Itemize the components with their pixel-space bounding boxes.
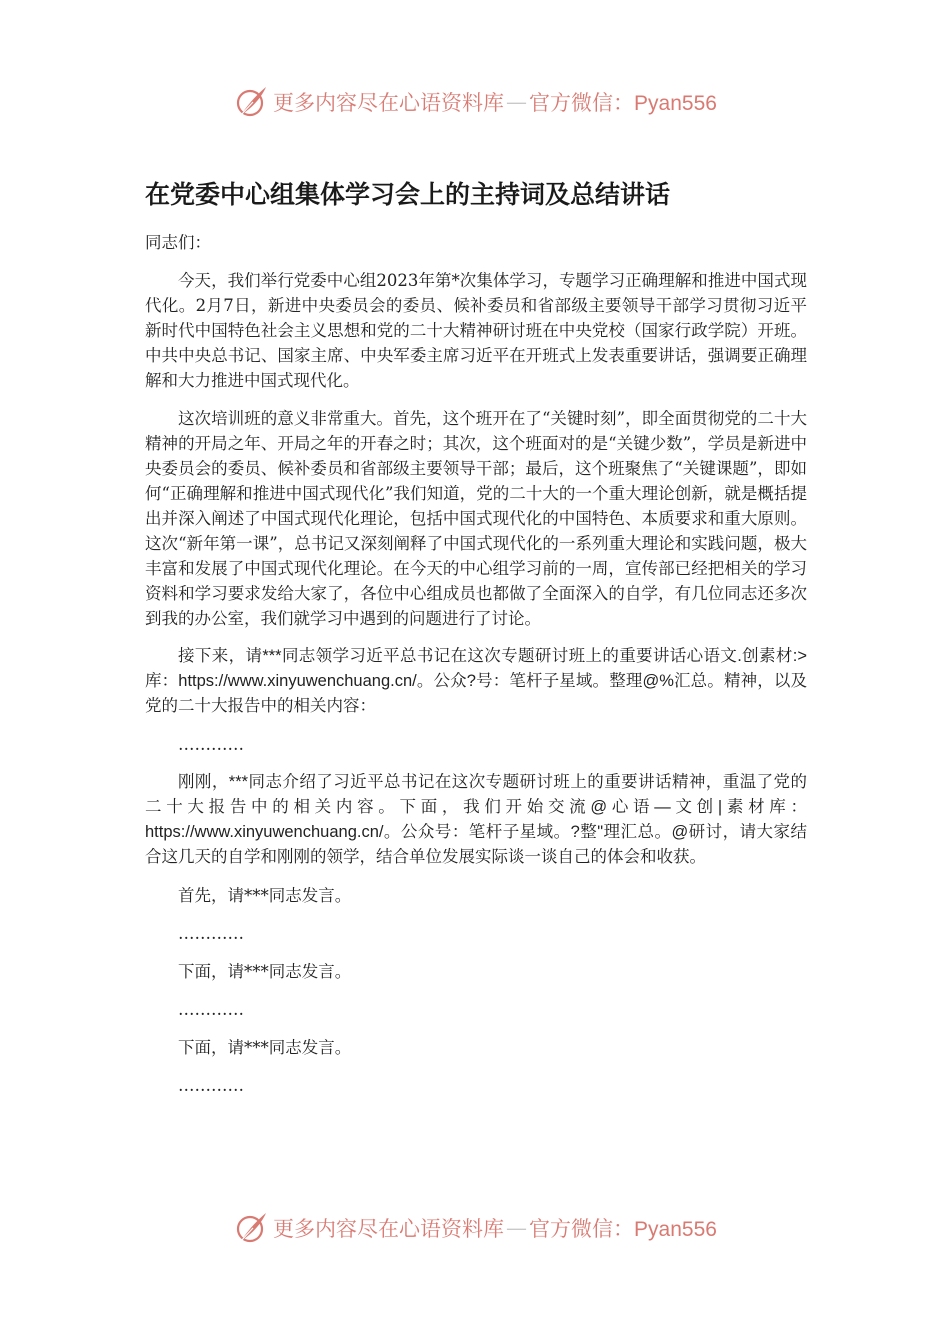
banner-separator: — [506,90,528,114]
paragraph-significance: 这次培训班的意义非常重大。首先，这个班开在了“关键时刻”，即全面贯彻党的二十大精神的开局之年、开局之年的开春之时；其次，这个班面对的是“关键少数”，学员是新进中央委员会的委员、候补委员和省部级主要领导干部；最后，这个班聚焦了“关键课题”，即如何“正确理解和推进中国式现代化”我们知道，党的二十大的一个重大理论创新，就是概括提出并深入阐述了中国式现代化理论，包括中国式现代化的中国特色、本质要求和重大原则。这次“新年第一课”，总书记又深刻阐释了中国式现代化的一系列重大理论和实践问题，极大丰富和发展了中国式现代化理论。在今天的中心组学习前的一周，宣传部已经把相关的学习资料和学习要求发给大家了，各位中心组成员也都做了全面深入的自学，有几位同志还多次到我的办公室，我们就学习中遇到的问题进行了讨论。 [145,409,807,628]
salutation: 同志们： [145,233,211,252]
banner-main-text: 更多内容尽在心语资料库 [273,1217,505,1241]
ellipsis-line: ………… [178,735,244,754]
bottom-watermark-banner [0,1208,950,1248]
banner-wechat-text: 官方微信：Pyan556 [529,92,717,115]
quill-pen-logo-icon [233,84,269,120]
banner-separator: — [506,1216,528,1240]
document-body [145,230,807,1111]
banner-wechat-text: 官方微信：Pyan556 [529,1218,717,1241]
ellipsis-line: ………… [178,1000,244,1019]
quill-pen-logo-icon [233,1210,269,1246]
document-title: 在党委中心组集体学习会上的主持词及总结讲话 [145,180,671,209]
top-watermark-banner [0,82,950,122]
speaker-line: 下面，请***同志发言。 [178,1038,352,1057]
ellipsis-line: ………… [178,1076,244,1095]
paragraph-opening: 今天，我们举行党委中心组2023年第*次集体学习，专题学习正确理解和推进中国式现代化。2月7日，新进中央委员会的委员、候补委员和省部级主要领导干部学习贯彻习近平新时代中国特色社会主义思想和党的二十大精神研讨班在中央党校（国家行政学院）开班。中共中央总书记、国家主席、中央军委主席习近平在开班式上发表重要讲话，强调要正确理解和大力推进中国式现代化。 [145,271,807,390]
paragraph-discussion: 刚刚，***同志介绍了习近平总书记在这次专题研讨班上的重要讲话精神，重温了党的二十大报告中的相关内容。下面，我们开始交流@心语—文创|素材库：https://www.xinyuwenchuang.cn/。公众号：笔杆子星域。?整"理汇总。@研讨，请大家结合这几天的自学和刚刚的领学，结合单位发展实际谈一谈自己的体会和收获。 [145,773,807,866]
banner-main-text: 更多内容尽在心语资料库 [273,91,505,115]
speaker-line: 下面，请***同志发言。 [178,962,352,981]
ellipsis-line: ………… [178,924,244,943]
speaker-line: 首先，请***同志发言。 [178,886,352,905]
paragraph-lead-study: 接下来，请***同志领学习近平总书记在这次专题研讨班上的重要讲话心语文.创素材:>库：https://www.xinyuwenchuang.cn/。公众?号：笔杆子星域。整理@%汇总。精神，以及党的二十大报告中的相关内容： [145,647,807,715]
